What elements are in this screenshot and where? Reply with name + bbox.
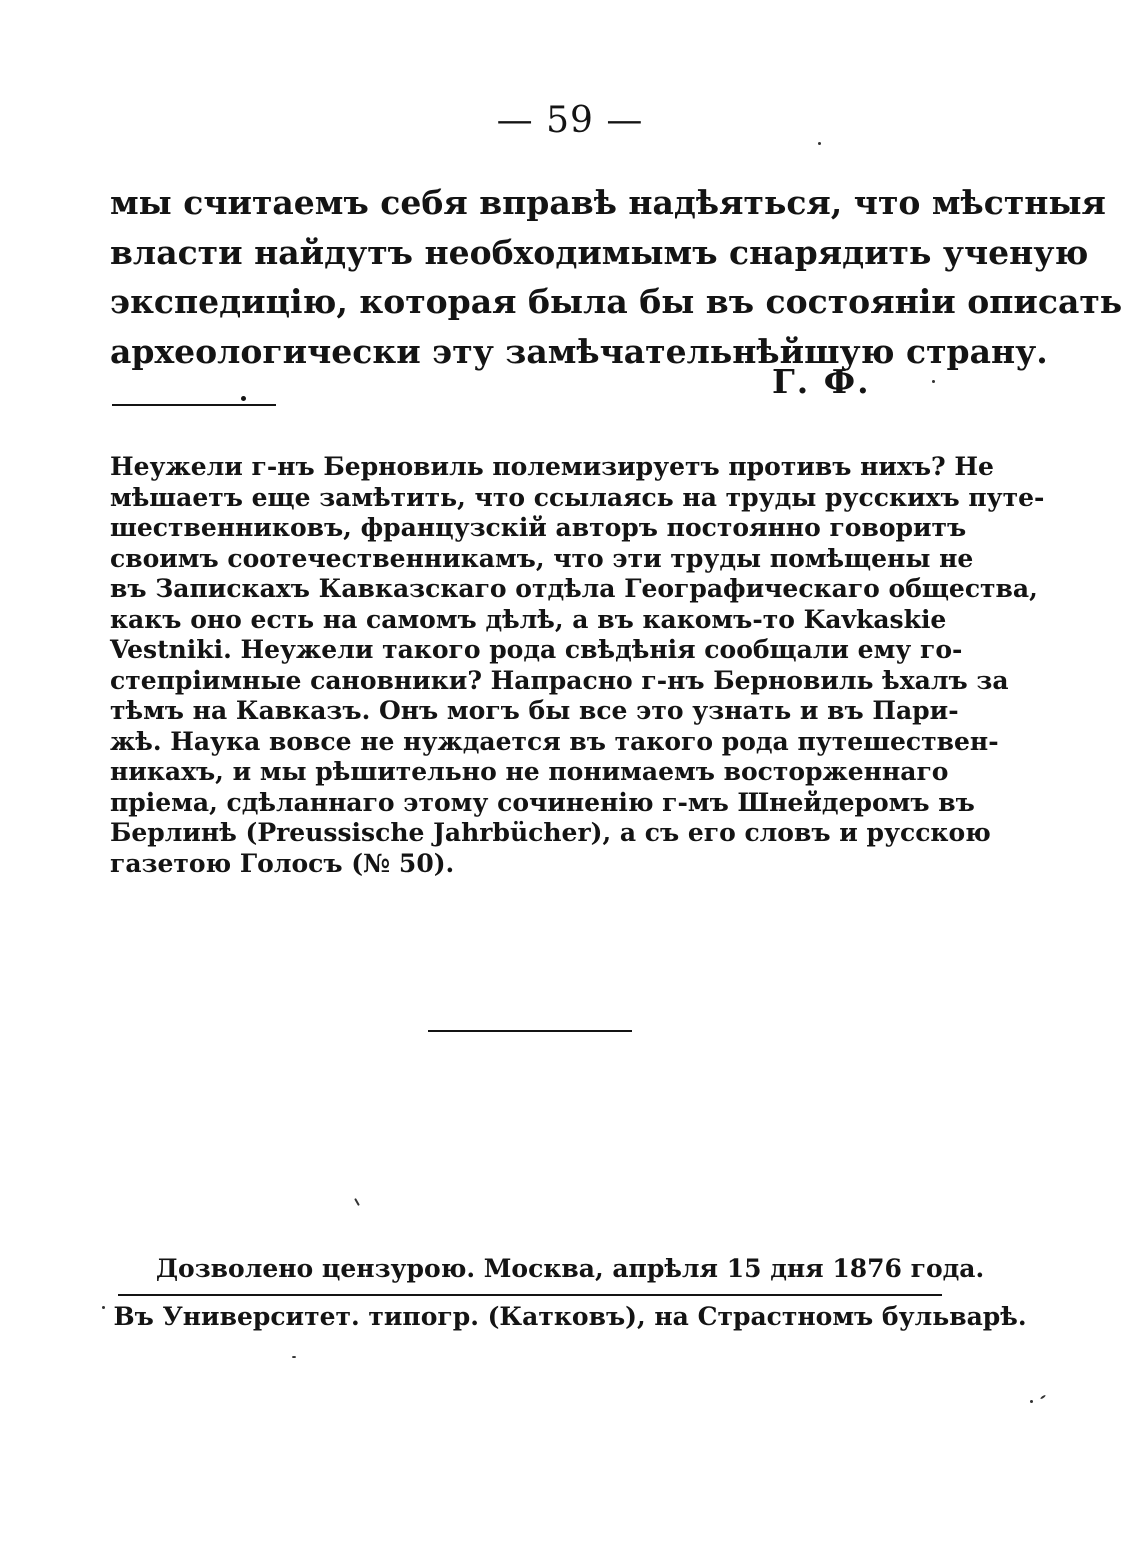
rule-dot-mark — [241, 396, 246, 401]
printer-imprint: Въ Университет. типогр. (Катковъ), на Страстномъ бульварѣ. — [113, 1302, 1027, 1331]
footnote-paragraph — [110, 452, 1045, 879]
footnote-line: какъ оно есть на самомъ дѣлѣ, а въ какомъ-то Kavkaskie — [110, 604, 947, 634]
main-text-line: власти найдутъ необходимымъ снарядить ученую — [110, 232, 1089, 272]
footnote-line: степріимные сановники? Напрасно г-нъ Берновиль ѣхалъ за — [110, 665, 1009, 695]
scan-speck — [354, 1198, 360, 1206]
main-text-paragraph — [110, 178, 1123, 376]
footnote-line: жѣ. Наука вовсе не нуждается въ такого рода путешествен- — [110, 726, 999, 756]
footnote-line: пріема, сдѣланнаго этому сочиненію г-мъ Шнейдеромъ въ — [110, 787, 975, 817]
footnote-line: своимъ соотечественникамъ, что эти труды помѣщены не — [110, 543, 974, 573]
main-text-line: мы считаемъ себя вправѣ надѣяться, что мѣстныя — [110, 183, 1106, 222]
end-of-text-rule — [428, 1030, 632, 1032]
footnote-line: газетою Голосъ (№ 50). — [110, 848, 455, 878]
scan-speck — [1040, 1394, 1046, 1399]
footnote-line: шественниковъ, французскій авторъ постоянно говоритъ — [110, 513, 967, 542]
footnote-line: тѣмъ на Кавказъ. Онъ могъ бы все это узнать и въ Пари- — [110, 696, 959, 725]
footnote-line: никахъ, и мы рѣшительно не понимаемъ восторженнаго — [110, 757, 949, 786]
footnote-line: Берлинѣ (Preussische Jahrbücher), а съ его словъ и русскою — [110, 818, 991, 847]
scan-speck — [102, 1306, 105, 1309]
scan-speck — [818, 142, 821, 145]
main-text-line: экспедицію, которая была бы въ состояніи описать — [110, 282, 1123, 321]
censor-approval-note: Дозволено цензурою. Москва, апрѣля 15 дня 1876 года. — [155, 1254, 985, 1283]
main-text-line: археологически эту замѣчательнѣйшую страну. — [110, 331, 1048, 371]
imprint-separator-rule — [118, 1294, 942, 1296]
scan-speck — [932, 380, 935, 383]
author-signature: Г. Ф. — [772, 362, 871, 401]
scan-speck — [292, 1356, 296, 1358]
footnote-line: Vestniki. Неужели такого рода свѣдѣнія сообщали ему го- — [110, 635, 963, 664]
footnote-line: мѣшаетъ еще замѣтить, что ссылаясь на труды русскихъ путе- — [110, 482, 1045, 512]
scan-speck — [1030, 1400, 1033, 1403]
footnote-separator-rule — [112, 404, 276, 406]
footnote-line: Неужели г-нъ Берновиль полемизируетъ противъ нихъ? Не — [110, 452, 994, 481]
footnote-line: въ Запискахъ Кавказскаго отдѣла Географическаго общества, — [110, 574, 1038, 603]
page-number: — 59 — — [496, 100, 644, 141]
